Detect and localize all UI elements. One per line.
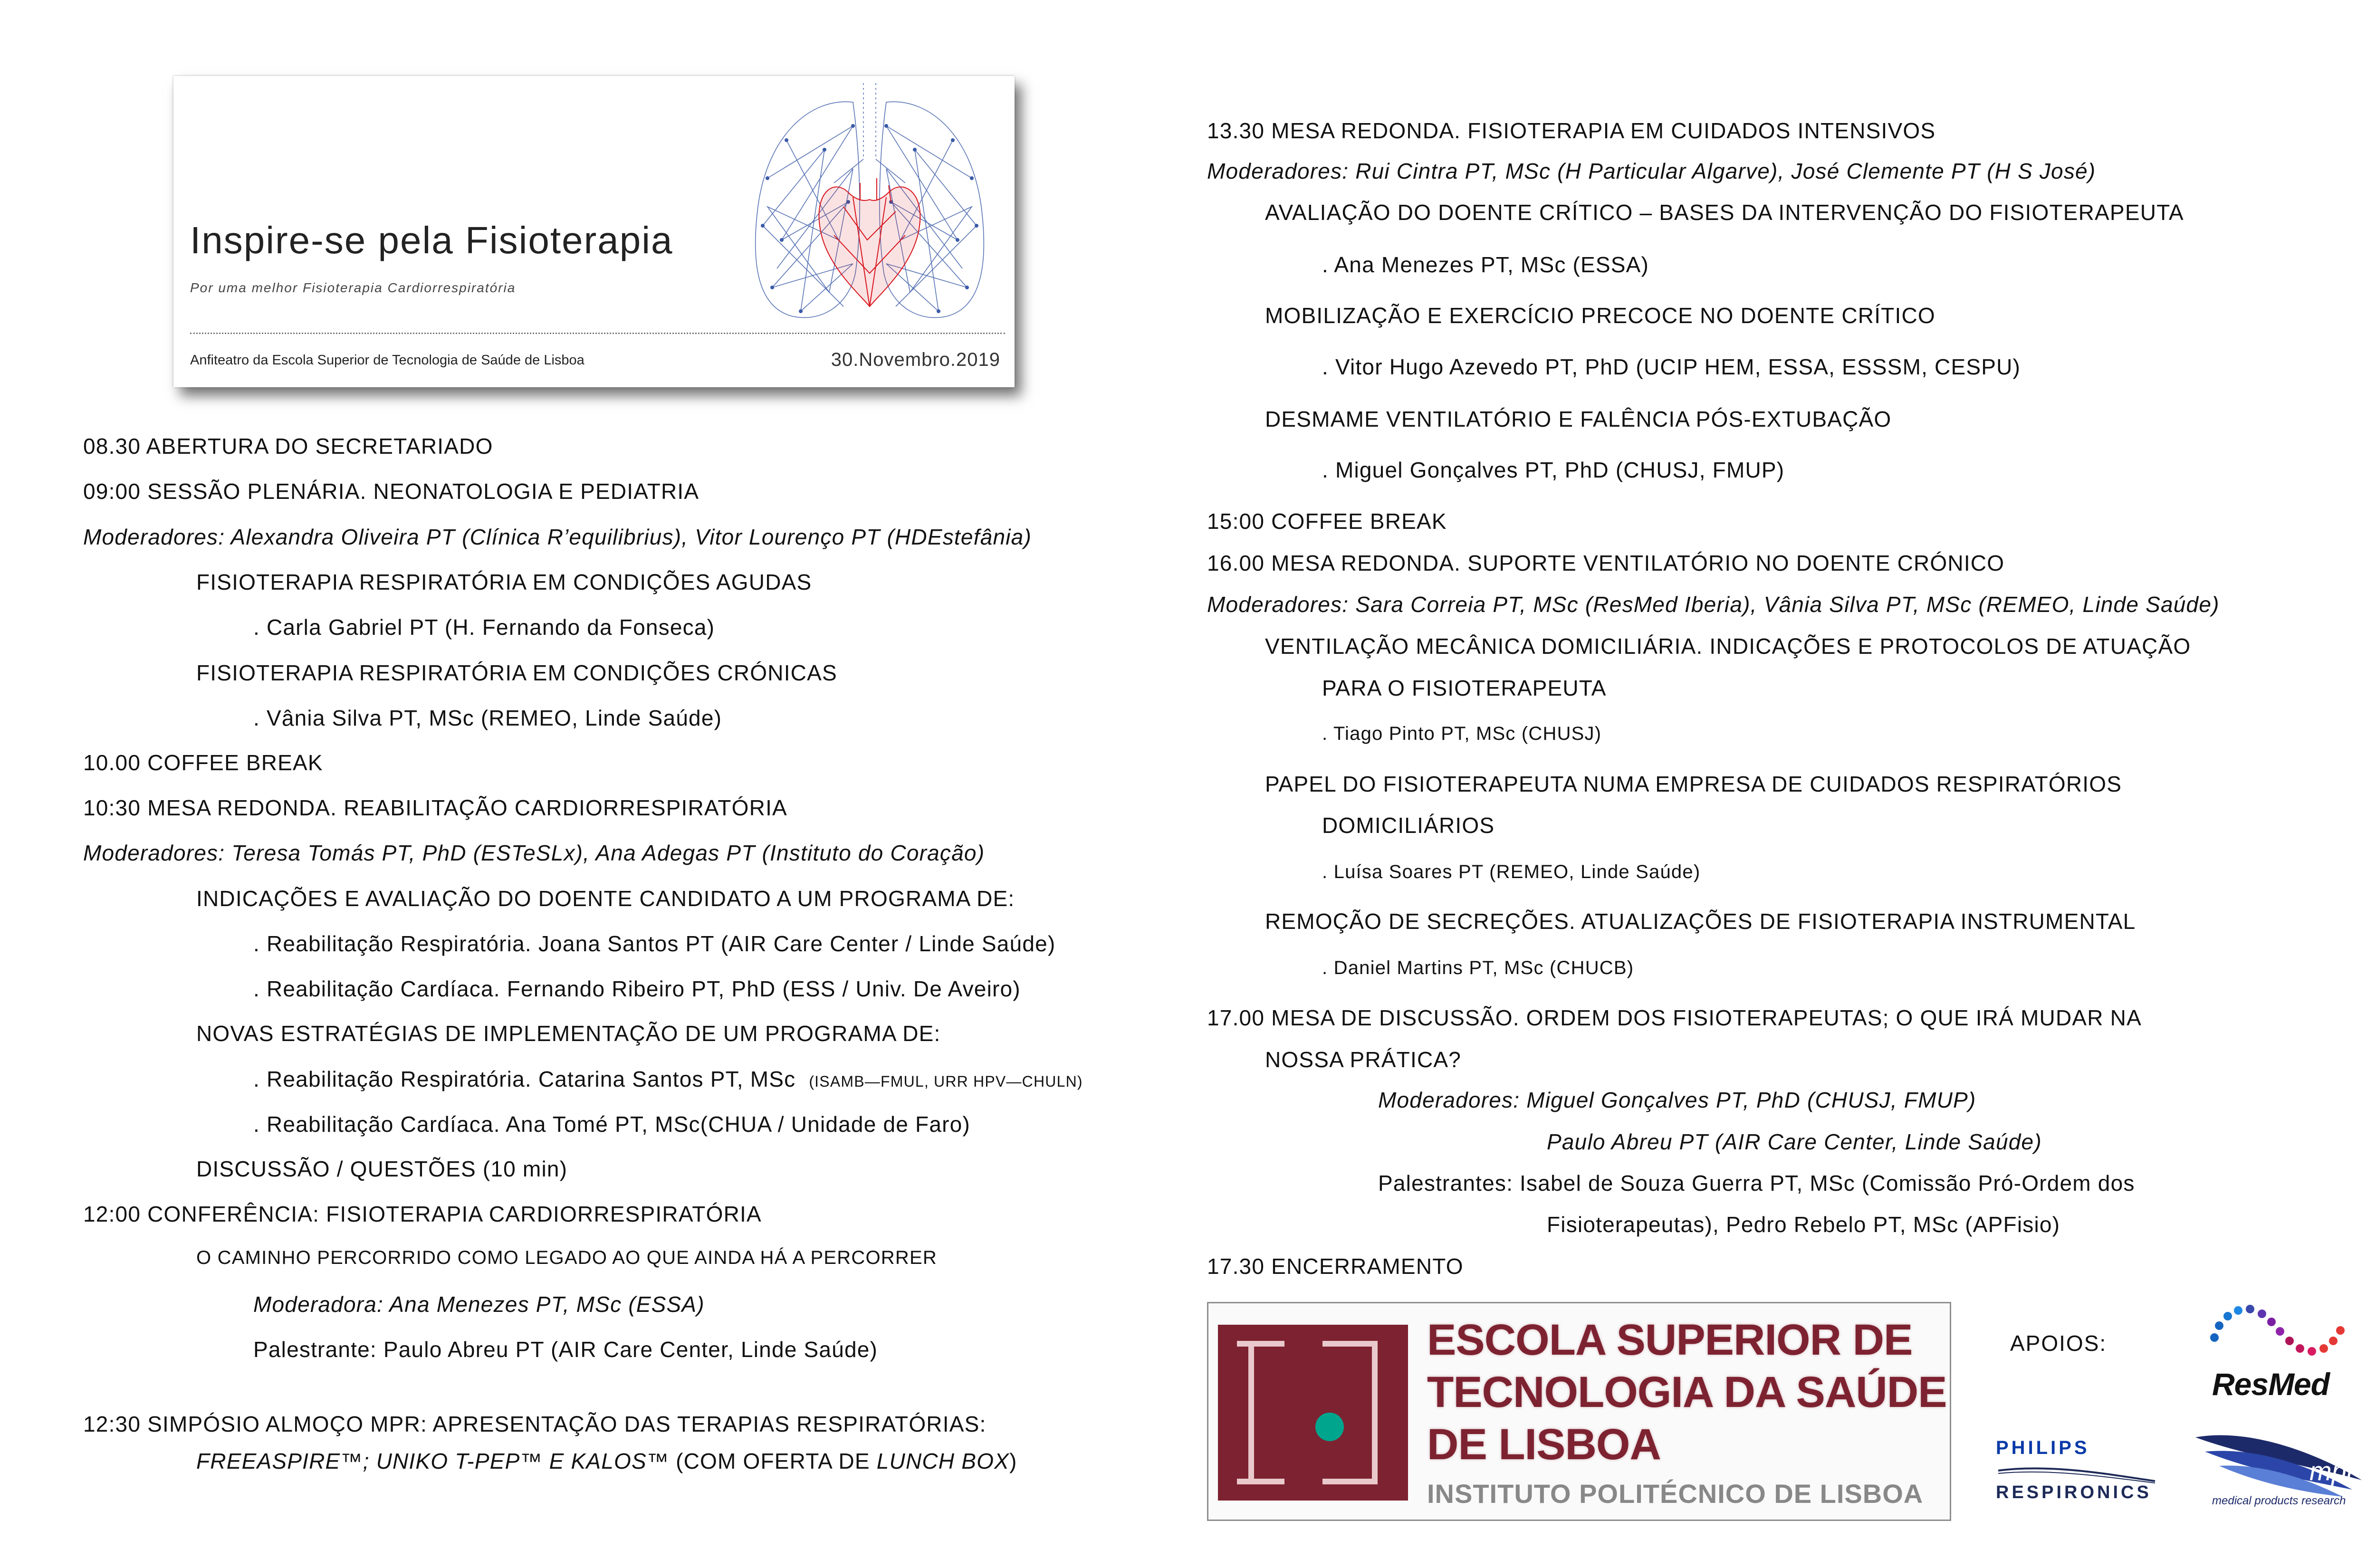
speaker-line: . Luísa Soares PT (REMEO, Linde Saúde) xyxy=(1322,861,1701,882)
moderators-line: Moderadores: Rui Cintra PT, MSc (H Particular Algarve), José Clemente PT (H S José) xyxy=(1207,159,2096,183)
resmed-wordmark: ResMed xyxy=(2212,1367,2330,1402)
event-date: 30.Novembro.2019 xyxy=(831,349,1000,370)
session-topic: FISIOTERAPIA RESPIRATÓRIA EM CONDIÇÕES AGUDAS xyxy=(196,570,812,594)
session-topic: PAPEL DO FISIOTERAPEUTA NUMA EMPRESA DE CUIDADOS RESPIRATÓRIOS xyxy=(1265,772,2122,796)
mpr-tagline: medical products research xyxy=(2212,1494,2346,1507)
program-item: 17.30 ENCERRAMENTO xyxy=(1207,1254,1464,1279)
session-topic: MOBILIZAÇÃO E EXERCÍCIO PRECOCE NO DOENTE CRÍTICO xyxy=(1265,303,1935,328)
session-topic: AVALIAÇÃO DO DOENTE CRÍTICO – BASES DA INTERVENÇÃO DO FISIOTERAPEUTA xyxy=(1265,200,2184,225)
speaker-line: . Tiago Pinto PT, MSc (CHUSJ) xyxy=(1322,723,1602,744)
offer-item: LUNCH BOX xyxy=(876,1449,1009,1473)
program-item: 12:00 CONFERÊNCIA: FISIOTERAPIA CARDIORRESPIRATÓRIA xyxy=(83,1202,762,1226)
session-topic: DESMAME VENTILATÓRIO E FALÊNCIA PÓS-EXTUBAÇÃO xyxy=(1265,407,1892,431)
speaker-line: . Ana Menezes PT, MSc (ESSA) xyxy=(1322,252,1649,277)
philips-wordmark: PHILIPS xyxy=(1996,1437,2090,1458)
program-item: 15:00 COFFEE BREAK xyxy=(1207,509,1447,534)
session-topic: O CAMINHO PERCORRIDO COMO LEGADO AO QUE AINDA HÁ A PERCORRER xyxy=(196,1247,937,1268)
offer-close: ) xyxy=(1009,1449,1017,1473)
speaker-line: . Daniel Martins PT, MSc (CHUCB) xyxy=(1322,957,1634,978)
session-topic: VENTILAÇÃO MECÂNICA DOMICILIÁRIA. INDICAÇÕES E PROTOCOLOS DE ATUAÇÃO xyxy=(1265,634,2191,659)
speaker-line: . Carla Gabriel PT (H. Fernando da Fonseca) xyxy=(253,615,715,640)
speaker-line: . Reabilitação Respiratória. Joana Santos PT (AIR Care Center / Linde Saúde) xyxy=(253,931,1056,956)
speaker-line: . Vânia Silva PT, MSc (REMEO, Linde Saúde) xyxy=(253,706,722,730)
header-divider xyxy=(190,333,1005,334)
program-item: 17.00 MESA DE DISCUSSÃO. ORDEM DOS FISIOTERAPEUTAS; O QUE IRÁ MUDAR NA xyxy=(1207,1005,2142,1030)
product-names: FREEASPIRE™; UNIKO T-PEP™ E KALOS™ xyxy=(196,1449,670,1473)
session-topic: INDICAÇÕES E AVALIAÇÃO DO DOENTE CANDIDATO A UM PROGRAMA DE: xyxy=(196,886,1015,911)
symposium-products xyxy=(196,1448,1017,1474)
speaker-line: . Reabilitação Cardíaca. Fernando Ribeiro PT, PhD (ESS / Univ. De Aveiro) xyxy=(253,976,1021,1001)
school-name-line2: TECNOLOGIA DA SAÚDE xyxy=(1427,1368,1947,1416)
school-logo xyxy=(1207,1302,1951,1521)
speaker-line: . Reabilitação Cardíaca. Ana Tomé PT, MSc(CHUA / Unidade de Faro) xyxy=(253,1112,970,1137)
session-topic: DISCUSSÃO / QUESTÕES (10 min) xyxy=(196,1157,568,1181)
respironics-swoosh-icon xyxy=(1996,1466,2157,1485)
event-venue: Anfiteatro da Escola Superior de Tecnologia de Saúde de Lisboa xyxy=(190,353,584,368)
speaker-line xyxy=(253,1066,1083,1092)
institute-name: INSTITUTO POLITÉCNICO DE LISBOA xyxy=(1427,1479,1924,1509)
session-topic: REMOÇÃO DE SECREÇÕES. ATUALIZAÇÕES DE FISIOTERAPIA INSTRUMENTAL xyxy=(1265,909,2136,934)
event-subtitle: Por uma melhor Fisioterapia Cardiorrespiratória xyxy=(190,280,516,295)
speakers-line: Palestrantes: Isabel de Souza Guerra PT, MSc (Comissão Pró-Ordem dos xyxy=(1378,1171,2135,1195)
school-name-line1: ESCOLA SUPERIOR DE xyxy=(1427,1316,1913,1364)
program-item: 12:30 SIMPÓSIO ALMOÇO MPR: APRESENTAÇÃO DAS TERAPIAS RESPIRATÓRIAS: xyxy=(83,1412,987,1436)
session-topic: NOVAS ESTRATÉGIAS DE IMPLEMENTAÇÃO DE UM PROGRAMA DE: xyxy=(196,1021,941,1046)
sponsors-label: APOIOS: xyxy=(2010,1331,2107,1356)
school-emblem-graphic xyxy=(1218,1325,1408,1501)
program-item: 16.00 MESA REDONDA. SUPORTE VENTILATÓRIO NO DOENTE CRÓNICO xyxy=(1207,551,2005,575)
session-topic-continued: PARA O FISIOTERAPEUTA xyxy=(1322,676,1607,700)
school-name-line3: DE LISBOA xyxy=(1427,1420,1661,1469)
header-card xyxy=(173,76,1015,387)
speaker-line: Palestrante: Paulo Abreu PT (AIR Care Center, Linde Saúde) xyxy=(253,1337,878,1362)
program-item: 10.00 COFFEE BREAK xyxy=(83,750,323,775)
program-item: 09:00 SESSÃO PLENÁRIA. NEONATOLOGIA E PEDIATRIA xyxy=(83,479,699,504)
respironics-wordmark: RESPIRONICS xyxy=(1996,1482,2152,1502)
moderators-line: Moderadores: Miguel Gonçalves PT, PhD (CHUSJ, FMUP) xyxy=(1378,1088,1976,1112)
moderators-line: Moderadora: Ana Menezes PT, MSc (ESSA) xyxy=(253,1292,705,1317)
speaker-text: . Reabilitação Respiratória. Catarina Santos PT, MSc xyxy=(253,1067,796,1091)
program-item: 13.30 MESA REDONDA. FISIOTERAPIA EM CUIDADOS INTENSIVOS xyxy=(1207,118,1936,143)
lungs-heart-illustration xyxy=(739,83,1000,330)
school-emblem xyxy=(1218,1325,1408,1501)
event-title: Inspire-se pela Fisioterapia xyxy=(190,219,673,261)
speaker-line: . Miguel Gonçalves PT, PhD (CHUSJ, FMUP) xyxy=(1322,458,1785,482)
session-topic: FISIOTERAPIA RESPIRATÓRIA EM CONDIÇÕES CRÓNICAS xyxy=(196,660,837,685)
moderators-line-continued: Paulo Abreu PT (AIR Care Center, Linde Saúde) xyxy=(1547,1129,2042,1154)
offer-text: (COM OFERTA DE xyxy=(669,1449,877,1473)
session-topic-continued: DOMICILIÁRIOS xyxy=(1322,813,1495,838)
mpr-swoosh-icon xyxy=(2191,1423,2371,1504)
speakers-line-continued: Fisioterapeutas), Pedro Rebelo PT, MSc (APFisio) xyxy=(1547,1212,2060,1237)
moderators-line: Moderadores: Teresa Tomás PT, PhD (ESTeSLx), Ana Adegas PT (Instituto do Coração) xyxy=(83,841,985,865)
program-item: 10:30 MESA REDONDA. REABILITAÇÃO CARDIORRESPIRATÓRIA xyxy=(83,795,787,820)
program-item: 08.30 ABERTURA DO SECRETARIADO xyxy=(83,434,493,459)
moderators-line: Moderadores: Alexandra Oliveira PT (Clínica R’equilibrius), Vitor Lourenço PT (HDEstefânia) xyxy=(83,525,1032,549)
moderators-line: Moderadores: Sara Correia PT, MSc (ResMed Iberia), Vânia Silva PT, MSc (REMEO, Linde Saúde) xyxy=(1207,592,2220,617)
speaker-affiliation: (ISAMB—FMUL, URR HPV—CHULN) xyxy=(809,1073,1083,1090)
program-item-continued: NOSSA PRÁTICA? xyxy=(1265,1047,1462,1072)
speaker-line: . Vitor Hugo Azevedo PT, PhD (UCIP HEM, ESSA, ESSSM, CESPU) xyxy=(1322,354,2021,379)
mpr-wordmark: mpr xyxy=(2309,1456,2356,1486)
